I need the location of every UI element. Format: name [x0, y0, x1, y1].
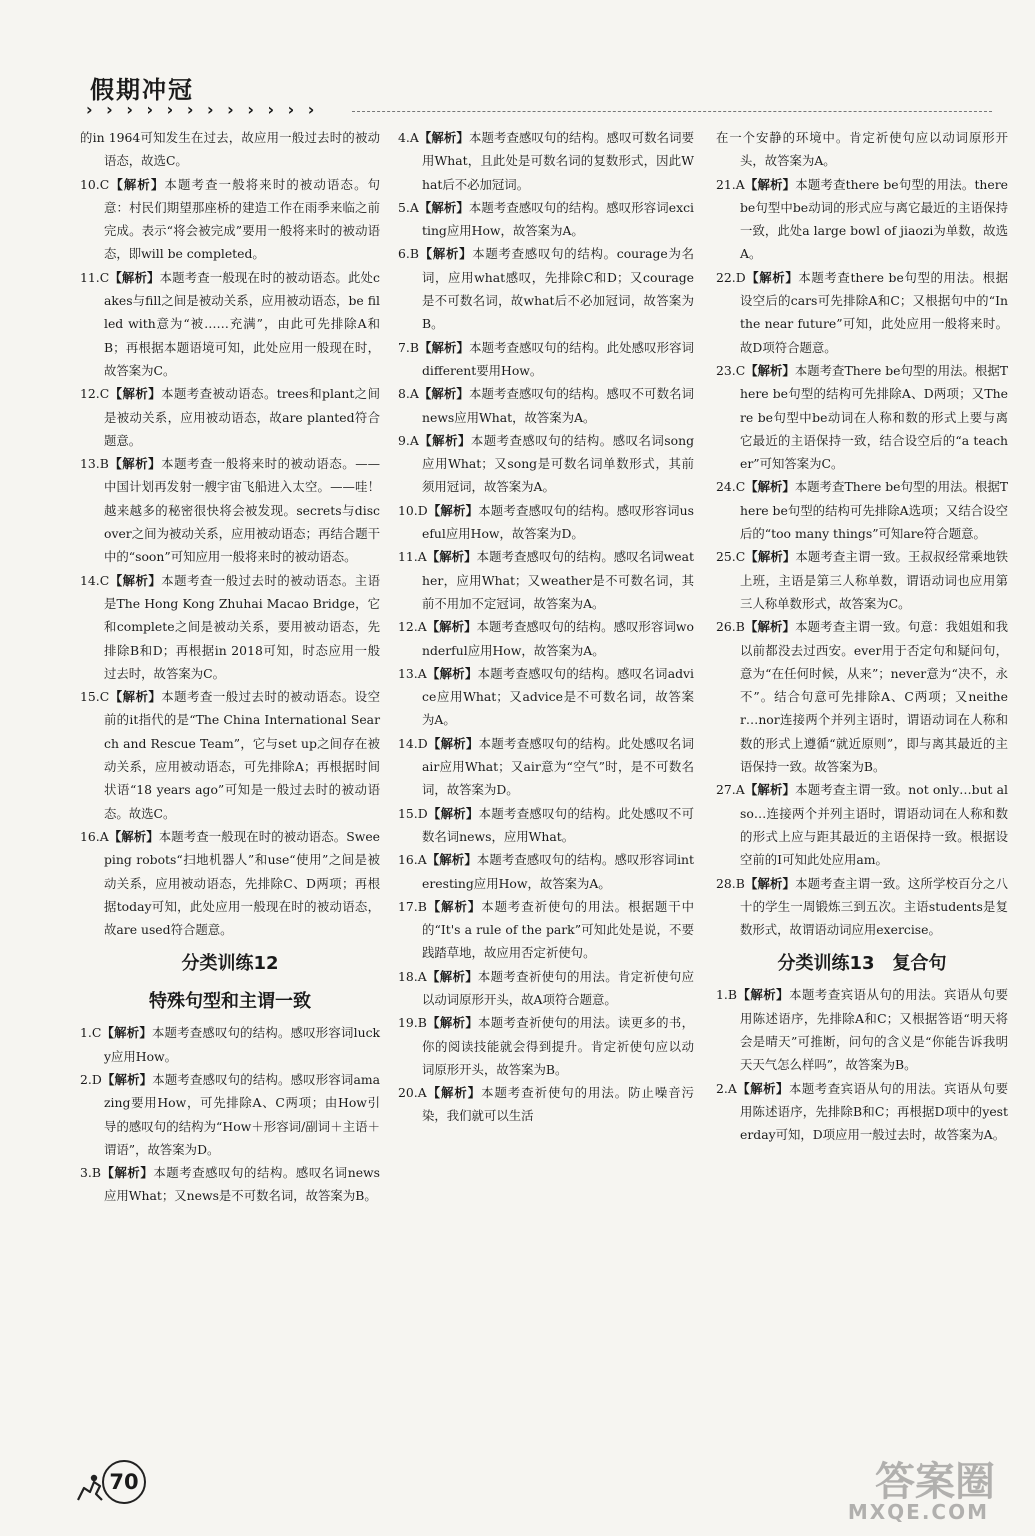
analysis-tag: 【解析】	[744, 875, 796, 891]
analysis-tag: 【解析】	[101, 1071, 153, 1087]
analysis-tag: 【解析】	[736, 987, 790, 1003]
answer-item	[398, 1011, 694, 1081]
answer-number: 24.C	[716, 479, 746, 495]
answer-number: 2.D	[80, 1071, 102, 1087]
analysis-tag: 【解析】	[426, 1015, 479, 1031]
answer-text: 本题考查感叹句的结构。此处感叹形容词different要用How。	[422, 339, 695, 378]
answer-item	[398, 429, 694, 499]
answer-number: 4.A	[398, 130, 419, 145]
analysis-tag: 【解析】	[426, 852, 477, 868]
answer-text: 本题考查感叹句的结构。感叹名词song应用What；又song是可数名词单数形式，其前须用冠词，故答案为A。	[422, 432, 694, 495]
answer-item	[716, 872, 1008, 942]
answer-text: 在一个安静的环境中。肯定祈使句应以动词原形开头，故答案为A。	[716, 130, 1008, 169]
answer-item	[716, 359, 1008, 475]
answer-item	[716, 475, 1008, 545]
answer-text: 本题考查宾语从句的用法。宾语从句要用陈述语序，先排除A和C；又根据答语“明天将会是晴天”可推断，问句的含义是“你能告诉我明天天气怎么样吗”，故答案为B。	[740, 987, 1009, 1073]
answer-text: 本题考查祈使句的用法。肯定祈使句应以动词原形开头，故A项符合题意。	[422, 968, 695, 1007]
analysis-tag: 【解析】	[109, 572, 162, 588]
analysis-tag: 【解析】	[745, 362, 795, 378]
answer-number: 10.D	[398, 502, 428, 518]
answer-text: 本题考查感叹句的结构。感叹不可数名词news应用What，故答案为A。	[422, 386, 695, 425]
answer-number: 1.B	[716, 987, 737, 1003]
answer-number: 20.A	[398, 1085, 427, 1101]
answer-number: 9.A	[398, 432, 419, 448]
answer-text: 本题考查感叹句的结构。感叹名词advice应用What；又advice是不可数名词，故答案为A。	[422, 665, 694, 728]
answer-number: 27.A	[716, 782, 745, 798]
answer-number: 8.A	[398, 386, 419, 402]
answer-number: 5.A	[398, 199, 419, 215]
answer-text: 的in 1964可知发生在过去，故应用一般过去时的被动语态，故选C。	[80, 130, 380, 169]
answer-item	[80, 1021, 380, 1068]
answer-item	[398, 802, 694, 849]
answer-item	[80, 569, 380, 685]
answer-text: 本题考查一般现在时的被动语态。此处cakes与fill之间是被动关系，应用被动语态，be filled with意为“被……充满”，由此可先排除A和B；再根据本题语境可知，此处应用一般现在时，故答案为C。	[104, 269, 380, 378]
answer-item	[398, 382, 694, 429]
answer-text: 本题考查一般过去时的被动语态。设空前的it指代的是“The China International Search and Rescue Team”，它与set up之间存在被动关系，应用被动语态，可先排除A；再根据时间状语“18 years ago”可知是一般过去时的被动语态。故选C。	[104, 689, 381, 821]
analysis-tag: 【解析】	[109, 386, 162, 402]
answer-item	[80, 1161, 380, 1208]
analysis-tag: 【解析】	[745, 269, 799, 285]
answer-columns	[80, 126, 1009, 1486]
answer-item	[80, 452, 380, 568]
answer-item	[716, 126, 1008, 173]
analysis-tag: 【解析】	[108, 828, 159, 844]
answer-number: 17.B	[398, 898, 427, 914]
answer-item	[80, 382, 380, 452]
answer-text: 本题考查感叹句的结构。感叹形容词useful应用How，故答案为D。	[422, 502, 695, 542]
answer-number: 7.B	[398, 339, 419, 355]
answer-number: 21.A	[716, 176, 745, 192]
answer-text: 本题考查祈使句的用法。根据题干中的“It's a rule of the park”可知此处是说，不要践踏草地，故应用否定祈使句。	[422, 898, 694, 961]
watermark-logo: 答案圈	[875, 1459, 995, 1505]
answer-item	[80, 266, 380, 382]
analysis-tag: 【解析】	[427, 502, 479, 518]
answer-number: 12.A	[398, 619, 427, 635]
section-title: 分类训练13 复合句	[777, 953, 947, 975]
answer-number: 14.C	[80, 572, 110, 588]
answer-item	[716, 173, 1008, 266]
analysis-tag: 【解析】	[744, 176, 796, 192]
answer-text: 本题考查感叹句的结构。感叹形容词interesting应用How，故答案为A。	[422, 852, 694, 891]
answer-text: 本题考查被动语态。trees和plant之间是被动关系，应用被动语态，故are planted符合题意。	[104, 386, 381, 448]
answer-text: 本题考查感叹句的结构。感叹形容词lucky应用How。	[104, 1025, 381, 1064]
answer-text: 本题考查主谓一致。王叔叔经常乘地铁上班，主语是第三人称单数，谓语动词也应用第三人称单数形式，故答案为C。	[740, 549, 1009, 611]
answer-text: 本题考查感叹句的结构。此处感叹名词air应用What；又air意为“空气”时，是不可数名词，故答案为D。	[422, 735, 695, 798]
analysis-tag: 【解析】	[745, 479, 795, 495]
section-title: 特殊句型和主谓一致	[149, 991, 311, 1013]
answer-number: 15.D	[398, 805, 428, 821]
analysis-tag: 【解析】	[418, 432, 471, 448]
answer-text: 本题考查宾语从句的用法。宾语从句要用陈述语序，先排除B和C；再根据D项中的yesterday可知，D项应用一般过去时，故答案为A。	[740, 1080, 1009, 1143]
answer-text: 本题考查感叹句的结构。此处感叹不可数名词news，应用What。	[422, 805, 695, 844]
column-3	[716, 126, 1008, 1146]
answer-number: 14.D	[398, 735, 428, 751]
answer-item	[398, 662, 694, 732]
answer-number: 18.A	[398, 968, 427, 984]
answer-number: 19.B	[398, 1015, 427, 1031]
answer-item	[80, 173, 380, 266]
answer-number: 1.C	[80, 1025, 102, 1041]
answer-item	[80, 825, 380, 941]
answer-item	[716, 545, 1008, 615]
answer-text: 本题考查祈使句的用法。防止噪音污染，我们就可以生活	[422, 1085, 695, 1124]
answer-text: 本题考查There be句型的用法。根据There be句型的结构可先排除A选项；又结合设空后的“too many things”可知are符合题意。	[740, 479, 1009, 542]
answer-number: 11.C	[80, 269, 110, 285]
answer-item	[398, 848, 694, 895]
answer-text: 本题考查一般过去时的被动语态。主语是The Hong Kong Zhuhai Macao Bridge，它和complete之间是被动关系，要用被动语态，先排除B和D；再根据in 2018可知，时态应用一般过去时，故答案为C。	[104, 572, 381, 681]
section-title: 分类训练12	[181, 953, 279, 975]
column-1	[80, 126, 380, 1208]
answer-item	[80, 126, 380, 173]
answer-item	[80, 685, 380, 825]
answer-number: 6.B	[398, 246, 419, 262]
analysis-tag: 【解析】	[427, 805, 479, 821]
answer-text: 本题考查There be句型的用法。根据There be句型的结构可先排除A、D两项；又There be句型中be动词在人称和数的形式上要与离它最近的主语保持一致，结合设空后的“a teacher”可知答案为C。	[740, 362, 1009, 472]
analysis-tag: 【解析】	[109, 269, 160, 285]
analysis-tag: 【解析】	[108, 456, 162, 472]
page-header	[82, 70, 992, 120]
analysis-tag: 【解析】	[109, 176, 165, 192]
series-title: 假期冲冠	[90, 76, 194, 104]
analysis-tag: 【解析】	[426, 968, 478, 984]
answer-text: 本题考查感叹句的结构。感叹名词weather，应用What；又weather是不可数名词，其前不用加不定冠词，故答案为A。	[422, 549, 694, 611]
answer-text: 本题考查感叹句的结构。感叹可数名词要用What，且此处是可数名词的复数形式，因此What后不必加冠词。	[422, 130, 695, 192]
rider-mascot-icon	[74, 1470, 106, 1504]
answer-number: 13.A	[398, 665, 427, 681]
answer-text: 本题考查一般将来时的被动语态。句意：村民们期望那座桥的建造工作在雨季来临之前完成。表示“将会被完成”要用一般将来时的被动语态，即will be completed。	[104, 176, 380, 262]
answer-number: 12.C	[80, 386, 110, 402]
answer-item	[398, 242, 694, 335]
answer-number: 28.B	[716, 875, 745, 891]
answer-text: 本题考查感叹句的结构。感叹形容词amazing要用How，可先排除A、C两项；由How引导的感叹句的结构为“How＋形容词/副词＋主语＋谓语”，故答案为D。	[104, 1071, 381, 1157]
analysis-tag: 【解析】	[418, 130, 469, 145]
answer-item	[398, 196, 694, 243]
answer-item	[398, 336, 694, 383]
answer-item	[716, 983, 1008, 1076]
answer-item	[398, 499, 694, 546]
answer-item	[716, 778, 1008, 871]
analysis-tag: 【解析】	[426, 549, 477, 565]
analysis-tag: 【解析】	[744, 619, 796, 635]
answer-text: 本题考查there be句型的用法。there be句型中be动词的形式应与离它最近的主语保持一致，此处a large bowl of jiaozi为单数，故选A。	[740, 176, 1009, 262]
answer-number: 16.A	[398, 852, 427, 868]
analysis-tag: 【解析】	[426, 1085, 482, 1101]
answer-text: 本题考查感叹句的结构。感叹形容词exciting应用How，故答案为A。	[422, 199, 695, 239]
answer-number: 13.B	[80, 456, 109, 472]
answer-number: 3.B	[80, 1165, 101, 1181]
answer-item	[398, 615, 694, 662]
header-divider	[352, 111, 992, 112]
analysis-tag: 【解析】	[426, 898, 482, 914]
analysis-tag: 【解析】	[418, 246, 473, 262]
column-2	[398, 126, 694, 1128]
analysis-tag: 【解析】	[100, 1165, 154, 1181]
answer-text: 本题考查一般现在时的被动语态。Sweeping robots“扫地机器人”和use“使用”之间是被动关系，应用被动语态，先排除C、D两项；再根据today可知，此处应用一般现在时的被动语态，故are used符合题意。	[104, 828, 381, 938]
analysis-tag: 【解析】	[426, 665, 478, 681]
analysis-tag: 【解析】	[418, 339, 470, 355]
answer-number: 23.C	[716, 362, 746, 378]
answer-number: 22.D	[716, 269, 746, 285]
header-chevron-decoration: › › › › › › › › › › › ›	[86, 100, 319, 119]
answer-text: 本题考查主谓一致。not only…but also…连接两个并列主语时，谓语动词在人称和数的形式上应与距其最近的主语保持一致。根据设空前的I可知此处应用am。	[740, 782, 1008, 868]
answer-number: 25.C	[716, 549, 746, 565]
answer-text: 本题考查感叹句的结构。courage为名词，应用what感叹，先排除C和D；又courage是不可数名词，故what后不必加冠词，故答案为B。	[422, 246, 694, 332]
watermark-url: MXQE.COM	[847, 1500, 989, 1524]
answer-text: 本题考查一般将来时的被动语态。——中国计划再发射一艘宇宙飞船进入太空。——哇！越来越多的秘密很快将会被发现。secrets与discover之间为被动关系，应用被动语态；再结合题干中的“soon”可知应用一般将来时的被动语态。	[104, 456, 381, 565]
analysis-tag: 【解析】	[744, 782, 796, 798]
answer-item	[716, 266, 1008, 359]
page-number: 70	[102, 1460, 146, 1504]
answer-text: 本题考查there be句型的用法。根据设空后的cars可先排除A和C；又根据句中的“In the near future”可知，此处应用一般将来时。故D项符合题意。	[740, 269, 1008, 355]
answer-item	[398, 126, 694, 196]
answer-text: 本题考查主谓一致。句意：我姐姐和我以前都没去过西安。ever用于否定句和疑问句，意为“在任何时候，从来”；never意为“决不，永不”。结合句意可先排除A、C两项；又neither…nor连接两个并列主语时，谓语动词在人称和数的形式上遵循“就近原则”，即与离其最近的主语保持一致。故答案为B。	[740, 619, 1009, 775]
answer-number: 2.A	[716, 1080, 737, 1096]
analysis-tag: 【解析】	[745, 549, 796, 565]
answer-item	[716, 615, 1008, 778]
answer-number: 10.C	[80, 176, 110, 192]
answer-text: 本题考查感叹句的结构。感叹名词news应用What；又news是不可数名词，故答案为B。	[104, 1165, 380, 1204]
answer-item	[398, 965, 694, 1012]
answer-text: 本题考查主谓一致。这所学校百分之八十的学生一周锻炼三到五次。主语students是复数形式，故谓语动词应用exercise。	[740, 875, 1009, 938]
answer-item	[80, 1068, 380, 1161]
analysis-tag: 【解析】	[426, 619, 477, 635]
analysis-tag: 【解析】	[418, 199, 469, 215]
answer-number: 16.A	[80, 828, 109, 844]
answer-number: 11.A	[398, 549, 427, 565]
answer-text: 本题考查祈使句的用法。读更多的书，你的阅读技能就会得到提升。肯定祈使句应以动词原形开头，故答案为B。	[422, 1015, 695, 1077]
answer-number: 15.C	[80, 689, 110, 705]
analysis-tag: 【解析】	[418, 386, 469, 402]
analysis-tag: 【解析】	[109, 689, 162, 705]
answer-item	[398, 895, 694, 965]
answer-text: 本题考查感叹句的结构。感叹形容词wonderful应用How，故答案为A。	[422, 619, 695, 658]
answer-number: 26.B	[716, 619, 745, 635]
analysis-tag: 【解析】	[736, 1080, 789, 1096]
answer-item	[716, 1077, 1008, 1147]
analysis-tag: 【解析】	[101, 1025, 152, 1041]
answer-item	[398, 1081, 694, 1128]
analysis-tag: 【解析】	[427, 735, 479, 751]
answer-item	[398, 545, 694, 615]
answer-item	[398, 732, 694, 802]
